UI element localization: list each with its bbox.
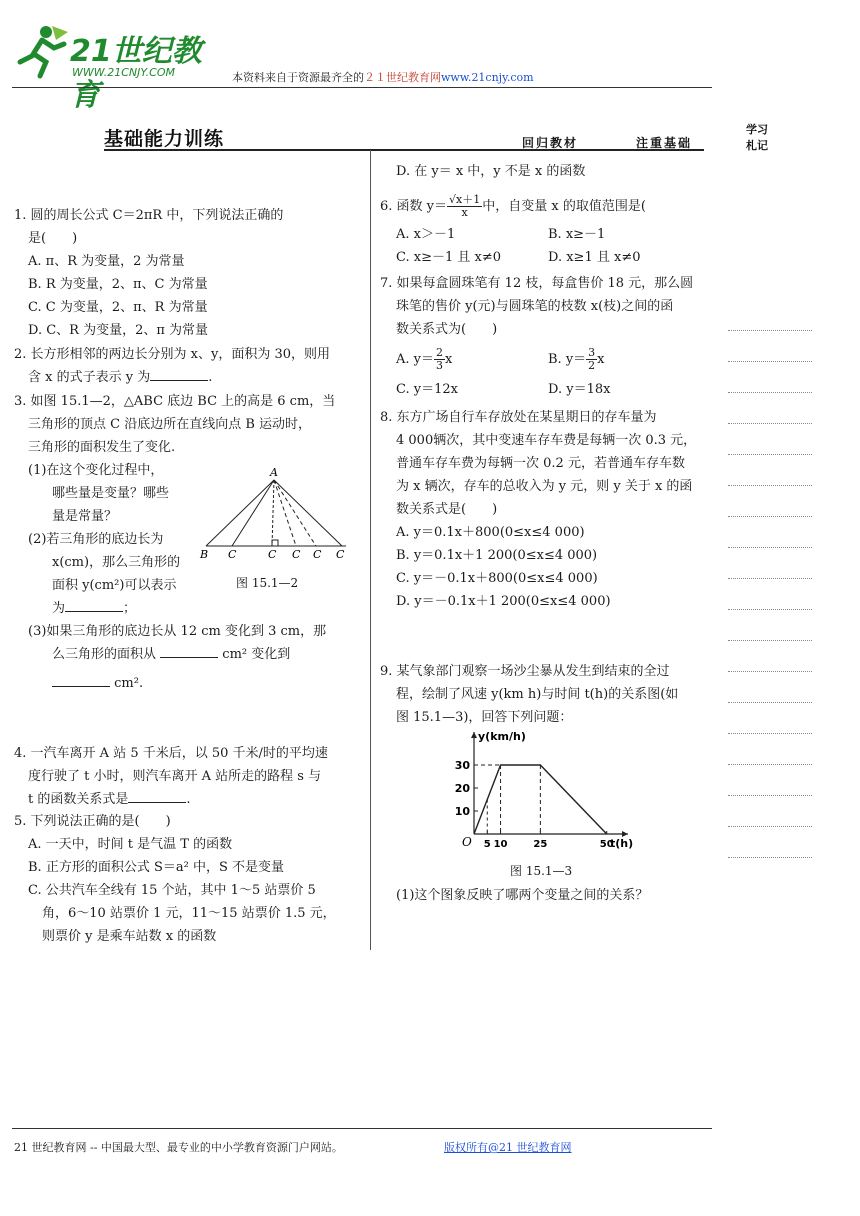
vertex-label-c: C (313, 548, 322, 561)
figure-caption-15-1-2: 图 15.1—2 (236, 576, 299, 590)
question-6: 6. 函数 y＝ $\frac{√x+1}{x}$ 中，自变量 x 的取值范围是( A. x＞－1 B. x≥－1 C. x≥－1 且 x≠0 D. x≥1 且 x≠0 (380, 193, 646, 265)
section-title: 基础能力训练 (104, 128, 225, 150)
vertex-label-c: C (228, 548, 237, 561)
answer-blank[interactable] (160, 643, 218, 658)
question-7: 7. 如果每盒圆珠笔有 12 枝，每盒售价 18 元，那么圆 珠笔的售价 y(元)与圆珠笔的枝数 x(枝)之间的函 数关系式为( ) A. y＝ $\frac{2}{3}$ x B. y＝ $\frac{3}{2}$ x C. y＝12x D. y＝18x (380, 276, 694, 397)
question-4: 4. 一汽车离开 A 站 5 千米后，以 50 千米/时的平均速 度行驶了 t 小时，则汽车离开 A 站所走的路程 s 与 t 的函数关系式是 . (14, 746, 328, 807)
question-5: 5. 下列说法正确的是( ) A. 一天中，时间 t 是气温 T 的函数 B. 正方形的面积公式 S＝a² 中，S 不是变量 C. 公共汽车全线有 15 个站，其中 1～5 站票价 5 角，6～10 站票价 1 元，11～15 站票价 1.5 元， 则票价 y 是乘车站数 x 的函数 (14, 814, 336, 944)
header-link[interactable]: www.21cnjy.com (441, 71, 534, 84)
question-1: 1. 圆的周长公式 C＝2πR 中，下列说法正确的 是( ) A. π、R 为变量，2 为常量 B. R 为变量，2、π、C 为常量 C. C 为变量，2、π、R 为常量 D. C、R 为变量，2、π 为常量 (14, 208, 284, 338)
footer-divider (12, 1128, 712, 1129)
title-underline (104, 149, 704, 151)
x-tick-label: 10 (493, 839, 508, 850)
vertex-label-c: C (268, 548, 277, 561)
answer-blank[interactable] (128, 788, 186, 803)
question-3: 3. 如图 15.1—2，△ABC 底边 BC 上的高是 6 cm，当 三角形的顶点 C 沿底边所在直线向点 B 运动时， 三角形的面积发生了变化. (1)在这个变化过程中， 哪些量是变量？哪些 量是常量？ (2)若三角形的底边长为 x(cm)，那么三角形的 面积 y(cm²)可以表示 为 ； (3)如果三角形的底边长从 12 cm 变化到 3 cm，那 么三角形的面积从 cm² 变化到 cm². (14, 394, 336, 691)
copyright-link[interactable]: 版权所有@21 世纪教育网 (444, 1141, 572, 1154)
study-notes-title: 学习 札记 (746, 123, 768, 152)
logo (12, 22, 212, 113)
figure-caption-15-1-3: 图 15.1—3 (510, 864, 573, 878)
notes-lines (728, 330, 812, 888)
x-tick-label: 50 (599, 839, 614, 850)
x-tick-label: 5 (483, 839, 491, 850)
question-9: 9. 某气象部门观察一场沙尘暴从发生到结束的全过 程，绘制了风速 y(km h)与时间 t(h)的关系图(如 图 15.1—3)，回答下列问题： (380, 664, 679, 725)
vertex-label-a: A (270, 466, 278, 479)
footer-right (444, 1139, 572, 1155)
y-tick-label: 30 (454, 759, 470, 772)
answer-blank[interactable] (52, 672, 110, 687)
wind-speed-chart (448, 728, 648, 854)
y-axis-arrow (471, 732, 477, 738)
question-9-sub-1: (1)这个图象反映了哪两个变量之间的关系？ (396, 888, 649, 903)
logo-text: 21世纪教育 (70, 34, 202, 113)
x-tick-label: 25 (533, 839, 548, 850)
triangle-figure (196, 464, 352, 564)
vertex-label-c: C (336, 548, 345, 561)
runner-logo-icon (12, 22, 72, 80)
answer-blank[interactable] (150, 366, 208, 381)
question-5-option-d: D. 在 y＝ x 中，y 不是 x 的函数 (396, 164, 586, 179)
header-divider (12, 87, 712, 88)
fraction: $\frac{√x+1}{x}$ (449, 193, 481, 219)
header-note: 本资料来自于资源最齐全的２１世纪教育网www.21cnjy.com (232, 71, 534, 84)
vertex-label-b: B (200, 548, 209, 561)
footer-left: 21 世纪教育网 -- 中国最大型、最专业的中小学教育资源门户网站。 (14, 1141, 343, 1154)
column-divider (370, 150, 371, 950)
y-tick-label: 10 (454, 805, 470, 818)
answer-blank[interactable] (65, 597, 123, 612)
question-8: 8. 东方广场自行车存放处在某星期日的存车量为 4 000辆次，其中变速车存车费是每辆一次 0.3 元， 普通车存车费为每辆一次 0.2 元，若普通车存车数 为 x 辆次，存车的总收入为 y 元，则 y 关于 x 的函 数关系式是( ) A. y＝0.1x＋800(0≤x≤4 000) B. y＝0.1x＋1 200(0≤x≤4 000) C. y＝－0.1x＋800(0≤x≤4 000) D. y＝－0.1x＋1 200(0≤x≤4 000) (380, 410, 697, 609)
y-tick-label: 20 (454, 782, 470, 795)
x-axis-label: t(h) (610, 837, 634, 850)
tag-back-to-textbook: 回归教材 (522, 136, 579, 150)
vertex-label-c: C (292, 548, 301, 561)
logo-url: WWW.21CNJY.COM (72, 66, 176, 79)
y-axis-label: y(km/h) (478, 730, 526, 743)
tag-focus-basics: 注重基础 (636, 136, 693, 150)
question-2: 2. 长方形相邻的两边长分别为 x、y，面积为 30，则用 含 x 的式子表示 y 为 . (14, 347, 331, 385)
origin-label: O (462, 835, 472, 849)
